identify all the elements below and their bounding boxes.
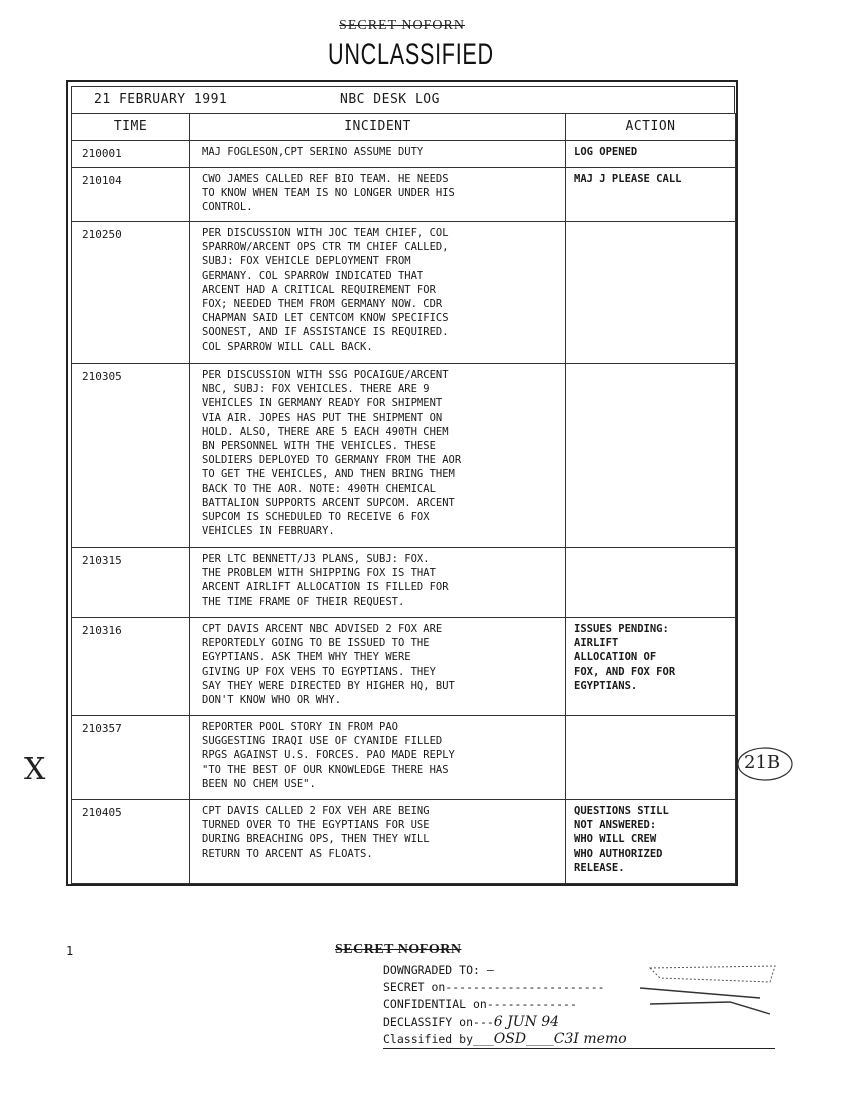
margin-x-mark: X bbox=[24, 752, 46, 787]
log-table bbox=[71, 113, 736, 884]
secret-noforn-stamp-bottom: SECRET NOFORN bbox=[335, 942, 462, 957]
entry-action: QUESTIONS STILL NOT ANSWERED: WHO WILL CREW WHO AUTHORIZED RELEASE. bbox=[566, 800, 736, 884]
page-ref-label: 21B bbox=[744, 752, 781, 773]
entry-time: 210305 bbox=[72, 364, 190, 548]
log-entry-row bbox=[72, 716, 736, 800]
entry-action bbox=[566, 548, 736, 618]
classified-by-value: OSD bbox=[493, 1030, 527, 1047]
entry-time: 210001 bbox=[72, 141, 190, 168]
redaction-scribble bbox=[640, 958, 780, 1028]
log-entry-row bbox=[72, 168, 736, 222]
entry-incident: REPORTER POOL STORY IN FROM PAO SUGGESTING IRAQI USE OF CYANIDE FILLED RPGS AGAINST U.S. FORCES. PAO MADE REPLY "TO THE BEST OF OUR KNOWLEDGE THERE HAS BEEN NO CHEM USE". bbox=[190, 716, 566, 800]
confidential-on-label: CONFIDENTIAL on bbox=[383, 997, 487, 1012]
log-date: 21 FEBRUARY 1991 bbox=[94, 92, 228, 107]
entry-action bbox=[566, 716, 736, 800]
entry-incident: CPT DAVIS CALLED 2 FOX VEH ARE BEING TURNED OVER TO THE EGYPTIANS FOR USE DURING BREACHING OPS, THEN THEY WILL RETURN TO ARCENT AS FLOATS. bbox=[190, 800, 566, 884]
log-entry-row bbox=[72, 800, 736, 884]
classified-by-line: Classified by___OSD____C3I memo bbox=[383, 1031, 775, 1049]
declassify-on-line: DECLASSIFY on---6 JUN 94 bbox=[383, 1013, 560, 1030]
log-entry-row bbox=[72, 618, 736, 716]
entry-incident: PER DISCUSSION WITH JOC TEAM CHIEF, COL SPARROW/ARCENT OPS CTR TM CHIEF CALLED, SUBJ: FOX VEHICLE DEPLOYMENT FROM GERMANY. COL SPARROW INDICATED THAT ARCENT HAD A CRITICAL REQUIREMENT FOR FOX; NEEDED THEM FROM GERMANY NOW. CDR CHAPMAN SAID LET CENTCOM KNOW SPECIFICS SOONEST, AND IF ASSISTANCE IS REQUIRED. COL SPARROW WILL CALL BACK. bbox=[190, 222, 566, 364]
time-column-header: TIME bbox=[72, 114, 190, 141]
log-header-row bbox=[72, 114, 736, 141]
declassify-on-label: DECLASSIFY on bbox=[383, 1014, 474, 1029]
downgraded-to-line: DOWNGRADED TO: — bbox=[383, 963, 494, 977]
entry-time: 210104 bbox=[72, 168, 190, 222]
action-column-header: ACTION bbox=[566, 114, 736, 141]
entry-time: 210316 bbox=[72, 618, 190, 716]
entry-incident: PER LTC BENNETT/J3 PLANS, SUBJ: FOX. THE PROBLEM WITH SHIPPING FOX IS THAT ARCENT AIRLIFT ALLOCATION IS FILLED FOR THE TIME FRAME OF THEIR REQUEST. bbox=[190, 548, 566, 618]
declassify-date-handwritten: 6 JUN 94 bbox=[493, 1013, 560, 1030]
entry-action bbox=[566, 364, 736, 548]
entry-incident: MAJ FOGLESON,CPT SERINO ASSUME DUTY bbox=[190, 141, 566, 168]
confidential-on-line: CONFIDENTIAL on------------- bbox=[383, 997, 577, 1012]
entry-action bbox=[566, 222, 736, 364]
log-entry-row bbox=[72, 141, 736, 168]
classified-memo: C3I memo bbox=[553, 1030, 627, 1047]
log-entry-row bbox=[72, 222, 736, 364]
entry-time: 210315 bbox=[72, 548, 190, 618]
classified-by-label: Classified by bbox=[383, 1031, 474, 1046]
entry-action: LOG OPENED bbox=[566, 141, 736, 168]
page-number: 1 bbox=[66, 944, 74, 958]
entry-action: ISSUES PENDING: AIRLIFT ALLOCATION OF FOX, AND FOX FOR EGYPTIANS. bbox=[566, 618, 736, 716]
log-entry-row bbox=[72, 548, 736, 618]
entry-time: 210357 bbox=[72, 716, 190, 800]
entry-action: MAJ J PLEASE CALL bbox=[566, 168, 736, 222]
secret-on-line: SECRET on----------------------- bbox=[383, 980, 605, 995]
entry-incident: PER DISCUSSION WITH SSG POCAIGUE/ARCENT NBC, SUBJ: FOX VEHICLES. THERE ARE 9 VEHICLES IN GERMANY READY FOR SHIPMENT VIA AIR. JOPES HAS PUT THE SHIPMENT ON HOLD. ALSO, THERE ARE 5 EACH 490TH CHEM BN PERSONNEL WITH THE VEHICLES. THESE SOLDIERS DEPLOYED TO GERMANY FROM THE AOR TO GET THE VEHICLES, AND THEN BRING THEM BACK TO THE AOR. NOTE: 490TH CHEMICAL BATTALION SUPPORTS ARCENT SUPCOM. ARCENT SUPCOM IS SCHEDULED TO RECEIVE 6 FOX VEHICLES IN FEBRUARY. bbox=[190, 364, 566, 548]
unclassified-stamp: UNCLASSIFIED bbox=[328, 38, 494, 71]
entry-time: 210405 bbox=[72, 800, 190, 884]
entry-incident: CWO JAMES CALLED REF BIO TEAM. HE NEEDS TO KNOW WHEN TEAM IS NO LONGER UNDER HIS CONTROL. bbox=[190, 168, 566, 222]
log-entry-row bbox=[72, 364, 736, 548]
log-title: NBC DESK LOG bbox=[340, 92, 440, 107]
secret-on-label: SECRET on bbox=[383, 980, 446, 995]
secret-noforn-stamp: SECRET NOFORN bbox=[339, 18, 465, 33]
entry-incident: CPT DAVIS ARCENT NBC ADVISED 2 FOX ARE REPORTEDLY GOING TO BE ISSUED TO THE EGYPTIANS. ASK THEM WHY THEY WERE GIVING UP FOX VEHS TO EGYPTIANS. THEY SAY THEY WERE DIRECTED BY HIGHER HQ, BUT DON'T KNOW WHO OR WHY. bbox=[190, 618, 566, 716]
entry-time: 210250 bbox=[72, 222, 190, 364]
downgraded-to-label: DOWNGRADED TO: bbox=[383, 963, 480, 977]
incident-column-header: INCIDENT bbox=[190, 114, 566, 141]
